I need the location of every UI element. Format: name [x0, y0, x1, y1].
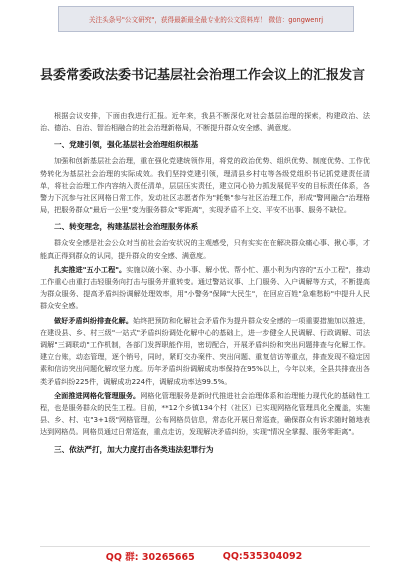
body-paragraph	[40, 264, 370, 313]
qq-number-text: QQ:535304092	[222, 550, 303, 562]
document-title: 县委常委政法委书记基层社会治理工作会议上的汇报发言	[40, 68, 366, 83]
paragraph-text: 三、依法严打，加大力度打击各类违法犯罪行为	[54, 444, 214, 454]
paragraph-text: 根据会议安排，下面由我进行汇报。近年来，我县不断深化对社会基层治理的探索，构建政治、法治、德治、自治、智治相融合的社会治理新格局，不断提升群众安全感、满意度。	[40, 111, 370, 133]
paragraph-text: 一、党建引领，强化基层社会治理组织根基	[54, 140, 199, 150]
paragraph-text: 网格化管理服务是新时代推进社会治理体系和治理能力现代化的基础性工程，也是服务群众的民生工程。目前，**12个乡镇134个村（社区）已实现网格化管理具化全覆盖，实施县、乡、村、屯"3+1级"网格管理，公布网格员信息，常态化开展日常巡查，确保群众有诉求随时随地表达到网格员。网格员通过日常巡查，重点走访，发现解决矛盾纠纷，实现"情况全掌握、服务零距离"。	[40, 390, 371, 437]
body-paragraph	[40, 390, 370, 439]
paragraph-lead: 扎实推进"五小工程"。	[54, 264, 127, 274]
promo-banner[interactable]	[58, 6, 354, 32]
section-heading	[40, 443, 370, 456]
paragraph-lead: 全面推进网格化管理服务。	[54, 390, 141, 400]
paragraph-text: 加强和创新基层社会治理，重在强化党建统领作用，将党的政治优势、组织优势、制度优势、工作优势转化为基层社会治理的实际成效。我们坚持党建引领，理清县乡村屯等各级党组织书记抓党建责任清单，将社会治理工作内容纳入责任清单，层层压实责任，建立同心协力抓发展促平安的目标责任体系，各警力下沉参与社区网格日常工作，发动社区志愿者作为"耗集"参与社区治理工作，形成"警网融合"治理格局，把服务群众"最后一公里"变为服务群众"零距离"，实现矛盾不上交、平安不出事、服务不缺位。	[40, 156, 370, 215]
section-heading	[40, 138, 370, 151]
contact-footer	[0, 548, 408, 564]
promo-banner-text: 关注头条号"公文研究"，获得最新最全最专业的公文资料库！ 微信：gongwenrj	[88, 16, 324, 24]
section-heading	[40, 220, 370, 233]
body-paragraph	[40, 155, 370, 216]
body-paragraph	[40, 110, 370, 134]
paragraph-text: 实施以破小案、办小事、解小忧、帮小忙、惠小利为内容的"五小工程"，推动工作重心由重打击轻服务向打击与服务并重转变。通过警站议事、上门服务、入户调解等方式，不断提高为群众服务、提高矛盾纠纷调解处理效率，用"小警务"保障"大民生"，在回应百姓"急难愁盼"中提升人民群众安全感。	[40, 264, 370, 311]
paragraph-text: 二、转变理念，构建基层社会治理服务体系	[54, 222, 199, 232]
document-body	[40, 110, 370, 460]
paragraph-text: 群众安全感是社会公众对当前社会治安状况的主观感受，只有实实在在解决群众痛心事、揪心事，才能真正得到群众的认同，提升群众的安全感、满意度。	[40, 238, 370, 260]
paragraph-text: 始终把预防和化解社会矛盾作为提升群众安全感的一项重要措施加以推进，在建设县、乡、村三级"一站式"矛盾纠纷调处化解中心的基础上，进一步健全人民调解、行政调解、司法调解"三调联动"工作机制，各部门发挥职能作用，密切配合，开展矛盾纠纷和突出问题排查与化解工作。建立台账，动态管理，逐个销号，同时，紧盯交办案件、突出问题、重复信访等重点，排查发现不稳定因素和信访突出问题化解攻坚力度。历年矛盾纠纷调解成功率保持在95%以上，今年以来，全县共排查出各类矛盾纠纷225件，调解成功224件，调解成功率达99.5%。	[40, 315, 371, 386]
qq-group-text: QQ 群: 30265665	[105, 552, 195, 563]
body-paragraph	[40, 315, 370, 388]
paragraph-lead: 做好矛盾纠纷排查化解。	[54, 315, 134, 325]
footer-divider	[40, 546, 370, 547]
body-paragraph	[40, 237, 370, 261]
